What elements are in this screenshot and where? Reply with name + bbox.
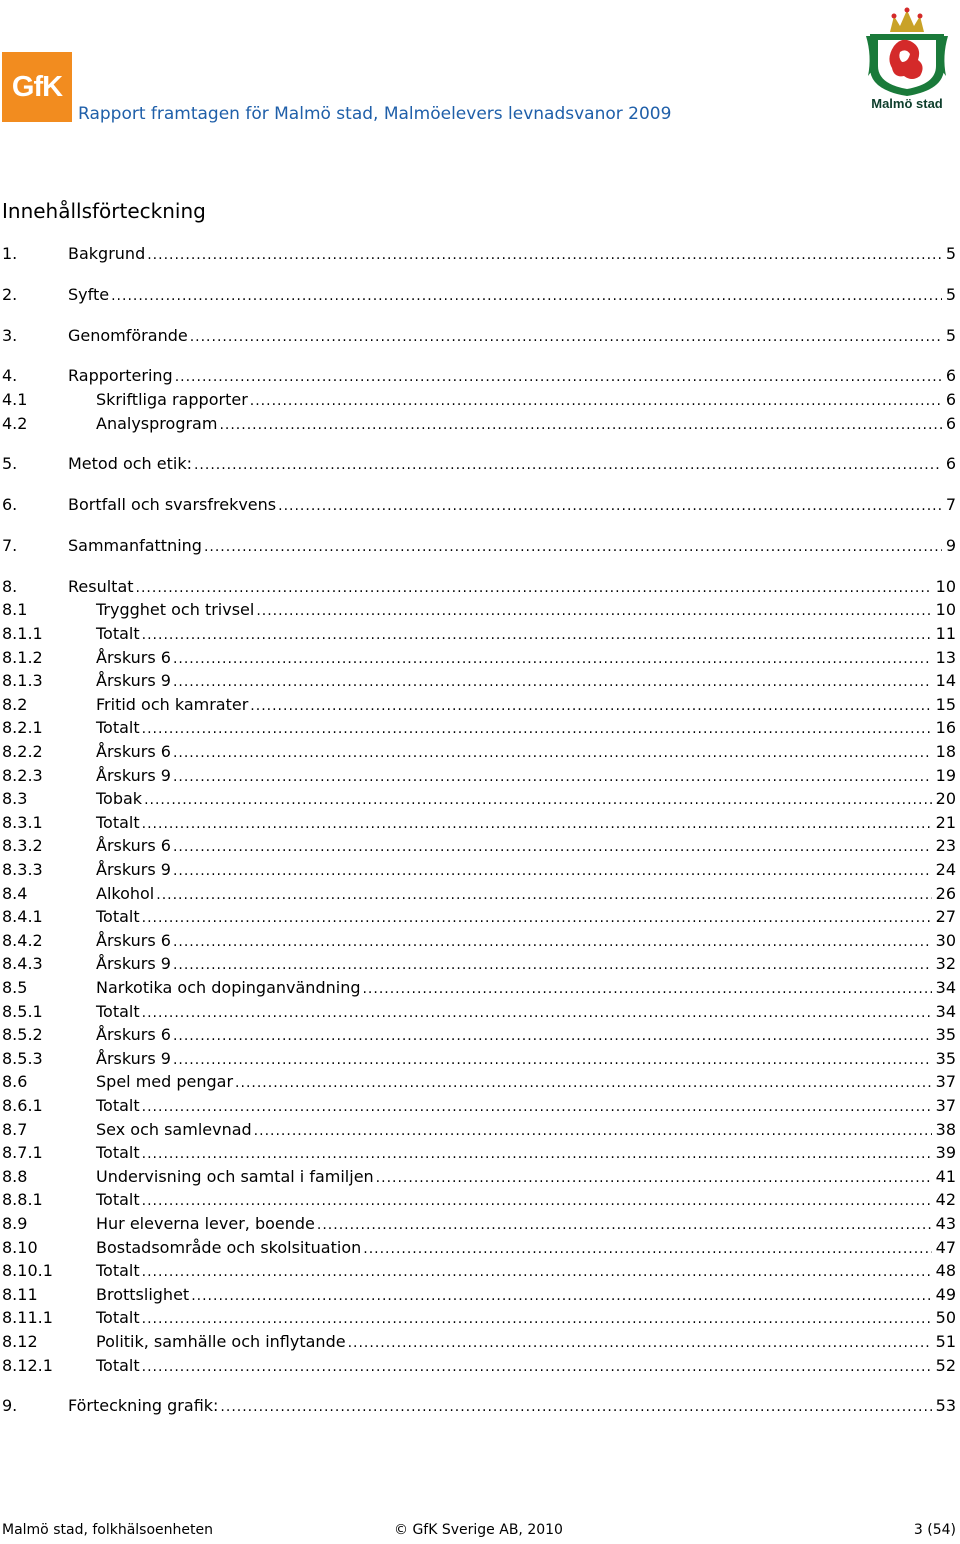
- toc-entry-title: Rapportering: [68, 366, 173, 385]
- toc-entry-number: 4.2: [2, 414, 28, 433]
- toc-entry-page: 10: [935, 577, 956, 596]
- toc-dot-leader: [144, 792, 932, 808]
- toc-entry-page: 43: [935, 1214, 956, 1233]
- toc-entry-title: Årskurs 6: [96, 836, 171, 855]
- toc-entry-page: 6: [945, 390, 956, 409]
- toc-entry-number: 8.1.3: [2, 671, 43, 690]
- toc-entry-page: 10: [935, 600, 956, 619]
- toc-entry-title: Resultat: [68, 577, 134, 596]
- toc-dot-leader: [250, 698, 931, 714]
- toc-entry[interactable]: [2, 695, 956, 717]
- toc-dot-leader: [147, 247, 942, 263]
- toc-entry-page: 38: [935, 1120, 956, 1139]
- toc-entry-page: 21: [935, 813, 956, 832]
- malmo-stad-logo-text: Malmö stad: [871, 96, 943, 111]
- toc-entry-page: 11: [935, 624, 956, 643]
- toc-dot-leader: [256, 603, 931, 619]
- toc-entry-page: 24: [935, 860, 956, 879]
- toc-entry-page: 51: [935, 1332, 956, 1351]
- toc-dot-leader: [136, 580, 932, 596]
- toc-entry-title: Politik, samhälle och inflytande: [96, 1332, 346, 1351]
- toc-entry-number: 2.: [2, 285, 18, 304]
- toc-dot-leader: [194, 457, 942, 473]
- toc-entry-number: 8.5.1: [2, 1002, 43, 1021]
- toc-entry-number: 8.3: [2, 789, 28, 808]
- toc-entry-title: Årskurs 9: [96, 671, 171, 690]
- toc-dot-leader: [219, 417, 941, 433]
- toc-entry[interactable]: [2, 1096, 956, 1118]
- toc-entry-number: 8.12: [2, 1332, 38, 1351]
- toc-entry-page: 26: [935, 884, 956, 903]
- toc-entry-title: Totalt: [96, 1190, 140, 1209]
- toc-entry-number: 8.4: [2, 884, 28, 903]
- toc-entry-number: 8.7: [2, 1120, 28, 1139]
- toc-entry-number: 8.5.2: [2, 1025, 43, 1044]
- toc-entry-title: Bakgrund: [68, 244, 146, 263]
- toc-entry[interactable]: [2, 766, 956, 788]
- footer-page-number: 3 (54): [913, 1522, 956, 1538]
- toc-entry-page: 37: [935, 1072, 956, 1091]
- toc-entry[interactable]: [2, 326, 956, 348]
- city-crest-icon: [864, 6, 950, 98]
- toc-entry[interactable]: [2, 414, 956, 436]
- toc-entry[interactable]: [2, 390, 956, 412]
- toc-entry[interactable]: [2, 718, 956, 740]
- toc-dot-leader: [190, 329, 942, 345]
- toc-entry-number: 8.11: [2, 1285, 38, 1304]
- toc-entry-title: Totalt: [96, 1308, 140, 1327]
- toc-entry-page: 39: [935, 1143, 956, 1162]
- toc-entry-page: 6: [945, 366, 956, 385]
- toc-entry-title: Bortfall och svarsfrekvens: [68, 495, 277, 514]
- toc-entry-number: 8.1: [2, 600, 28, 619]
- toc-entry-title: Genomförande: [68, 326, 188, 345]
- page-footer: [2, 1522, 956, 1542]
- toc-entry[interactable]: [2, 1190, 956, 1212]
- toc-entry-title: Narkotika och dopinganvändning: [96, 978, 361, 997]
- toc-entry[interactable]: [2, 1167, 956, 1189]
- toc-entry-page: 7: [945, 495, 956, 514]
- toc-entry-number: 6.: [2, 495, 18, 514]
- toc-entry-page: 47: [935, 1238, 956, 1257]
- toc-entry-number: 3.: [2, 326, 18, 345]
- toc-dot-leader: [173, 863, 932, 879]
- toc-entry[interactable]: [2, 244, 956, 266]
- toc-dot-leader: [250, 393, 942, 409]
- toc-entry-page: 53: [935, 1396, 956, 1415]
- toc-entry-number: 8.6: [2, 1072, 28, 1091]
- toc-entry-number: 8.2.3: [2, 766, 43, 785]
- toc-entry-title: Spel med pengar: [96, 1072, 234, 1091]
- toc-entry-number: 8.10.1: [2, 1261, 53, 1280]
- toc-entry[interactable]: [2, 978, 956, 1000]
- toc-entry[interactable]: [2, 1356, 956, 1378]
- toc-entry-number: 8.9: [2, 1214, 28, 1233]
- toc-dot-leader: [204, 539, 942, 555]
- toc-entry-page: 6: [945, 414, 956, 433]
- toc-dot-leader: [142, 627, 932, 643]
- toc-entry-page: 19: [935, 766, 956, 785]
- toc-dot-leader: [173, 934, 932, 950]
- toc-dot-leader: [235, 1075, 932, 1091]
- toc-dot-leader: [173, 1052, 932, 1068]
- toc-entry-number: 8.2.1: [2, 718, 43, 737]
- toc-dot-leader: [376, 1170, 932, 1186]
- toc-entry[interactable]: [2, 495, 956, 517]
- toc-entry-title: Årskurs 6: [96, 1025, 171, 1044]
- toc-entry[interactable]: [2, 671, 956, 693]
- toc-dot-leader: [173, 674, 932, 690]
- toc-entry-number: 8.8: [2, 1167, 28, 1186]
- toc-dot-leader: [111, 288, 942, 304]
- toc-entry-title: Skriftliga rapporter: [96, 390, 248, 409]
- toc-entry-title: Totalt: [96, 1143, 140, 1162]
- toc-entry-title: Förteckning grafik:: [68, 1396, 219, 1415]
- toc-dot-leader: [142, 910, 932, 926]
- toc-entry-number: 8.: [2, 577, 18, 596]
- toc-entry-page: 34: [935, 978, 956, 997]
- toc-entry-page: 20: [935, 789, 956, 808]
- toc-dot-leader: [317, 1217, 932, 1233]
- toc-entry-title: Årskurs 6: [96, 648, 171, 667]
- toc-dot-leader: [142, 1193, 932, 1209]
- toc-entry-title: Årskurs 9: [96, 954, 171, 973]
- toc-entry[interactable]: [2, 860, 956, 882]
- footer-copyright: © GfK Sverige AB, 2010: [394, 1522, 563, 1538]
- toc-entry-page: 5: [945, 244, 956, 263]
- toc-entry-title: Brottslighet: [96, 1285, 190, 1304]
- toc-entry-page: 23: [935, 836, 956, 855]
- toc-entry[interactable]: [2, 1332, 956, 1354]
- toc-entry-title: Syfte: [68, 285, 110, 304]
- toc-entry-title: Sammanfattning: [68, 536, 202, 555]
- toc-entry[interactable]: [2, 366, 956, 388]
- toc-entry-number: 5.: [2, 454, 18, 473]
- toc-entry-number: 8.3.3: [2, 860, 43, 879]
- toc-entry-number: 8.5: [2, 978, 28, 997]
- toc-entry[interactable]: [2, 536, 956, 558]
- toc-entry-title: Totalt: [96, 1261, 140, 1280]
- toc-entry[interactable]: [2, 836, 956, 858]
- toc-entry[interactable]: [2, 1025, 956, 1047]
- toc-entry-page: 52: [935, 1356, 956, 1375]
- toc-entry-page: 5: [945, 326, 956, 345]
- toc-entry[interactable]: [2, 931, 956, 953]
- toc-entry[interactable]: [2, 1285, 956, 1307]
- toc-entry[interactable]: [2, 577, 956, 599]
- toc-entry-page: 35: [935, 1025, 956, 1044]
- toc-entry-page: 30: [935, 931, 956, 950]
- toc-entry-page: 42: [935, 1190, 956, 1209]
- toc-dot-leader: [142, 1264, 932, 1280]
- toc-entry-number: 8.8.1: [2, 1190, 43, 1209]
- malmo-stad-logo: [864, 6, 950, 118]
- toc-entry[interactable]: [2, 813, 956, 835]
- toc-entry-number: 4.1: [2, 390, 28, 409]
- toc-entry[interactable]: [2, 600, 956, 622]
- toc-entry[interactable]: [2, 1308, 956, 1330]
- toc-entry-page: 14: [935, 671, 956, 690]
- toc-entry-page: 5: [945, 285, 956, 304]
- toc-heading: Innehållsförteckning: [2, 199, 206, 223]
- toc-entry-number: 8.4.2: [2, 931, 43, 950]
- toc-entry-number: 8.6.1: [2, 1096, 43, 1115]
- toc-entry[interactable]: [2, 1002, 956, 1024]
- toc-entry-number: 8.1.2: [2, 648, 43, 667]
- toc-entry-title: Totalt: [96, 813, 140, 832]
- toc-entry-title: Bostadsområde och skolsituation: [96, 1238, 362, 1257]
- toc-dot-leader: [278, 498, 942, 514]
- toc-entry-number: 9.: [2, 1396, 18, 1415]
- toc-entry[interactable]: [2, 907, 956, 929]
- toc-entry-title: Sex och samlevnad: [96, 1120, 252, 1139]
- toc-dot-leader: [142, 1099, 932, 1115]
- toc-dot-leader: [156, 887, 931, 903]
- toc-entry-title: Alkohol: [96, 884, 155, 903]
- toc-entry[interactable]: [2, 1261, 956, 1283]
- toc-entry-title: Totalt: [96, 1356, 140, 1375]
- toc-dot-leader: [142, 1005, 932, 1021]
- toc-entry[interactable]: [2, 789, 956, 811]
- toc-entry-title: Årskurs 9: [96, 1049, 171, 1068]
- toc-dot-leader: [220, 1399, 931, 1415]
- toc-entry[interactable]: [2, 884, 956, 906]
- toc-entry-page: 35: [935, 1049, 956, 1068]
- toc-entry[interactable]: [2, 285, 956, 307]
- toc-dot-leader: [175, 369, 942, 385]
- toc-entry-number: 4.: [2, 366, 18, 385]
- toc-entry-number: 8.3.1: [2, 813, 43, 832]
- report-header-title: Rapport framtagen för Malmö stad, Malmöelevers levnadsvanor 2009: [78, 104, 672, 124]
- toc-entry-title: Totalt: [96, 1002, 140, 1021]
- toc-entry-number: 8.5.3: [2, 1049, 43, 1068]
- toc-entry[interactable]: [2, 1072, 956, 1094]
- toc-entry-page: 41: [935, 1167, 956, 1186]
- toc-entry-number: 8.12.1: [2, 1356, 53, 1375]
- footer-organization: Malmö stad, folkhälsoenheten: [2, 1522, 213, 1538]
- toc-entry-page: 13: [935, 648, 956, 667]
- toc-dot-leader: [191, 1288, 931, 1304]
- toc-dot-leader: [363, 1241, 931, 1257]
- toc-dot-leader: [142, 1311, 932, 1327]
- toc-entry-title: Analysprogram: [96, 414, 218, 433]
- toc-entry-title: Tobak: [96, 789, 143, 808]
- toc-entry-number: 7.: [2, 536, 18, 555]
- gfk-logo: [2, 52, 72, 122]
- toc-dot-leader: [254, 1123, 932, 1139]
- toc-entry[interactable]: [2, 954, 956, 976]
- toc-entry[interactable]: [2, 1214, 956, 1236]
- toc-entry-page: 48: [935, 1261, 956, 1280]
- toc-entry-page: 32: [935, 954, 956, 973]
- toc-entry-title: Trygghet och trivsel: [96, 600, 255, 619]
- toc-entry-title: Årskurs 6: [96, 931, 171, 950]
- toc-dot-leader: [348, 1335, 932, 1351]
- toc-entry-number: 1.: [2, 244, 18, 263]
- toc-entry-number: 8.10: [2, 1238, 38, 1257]
- toc-entry-title: Undervisning och samtal i familjen: [96, 1167, 374, 1186]
- toc-dot-leader: [142, 1359, 932, 1375]
- toc-dot-leader: [142, 1146, 932, 1162]
- toc-entry-title: Fritid och kamrater: [96, 695, 249, 714]
- toc-entry[interactable]: [2, 454, 956, 476]
- toc-entry-number: 8.4.1: [2, 907, 43, 926]
- toc-entry-number: 8.1.1: [2, 624, 43, 643]
- toc-entry-page: 49: [935, 1285, 956, 1304]
- toc-entry-number: 8.11.1: [2, 1308, 53, 1327]
- toc-entry-number: 8.4.3: [2, 954, 43, 973]
- toc-entry-page: 50: [935, 1308, 956, 1327]
- toc-entry-page: 16: [935, 718, 956, 737]
- toc-entry[interactable]: [2, 1396, 956, 1418]
- toc-dot-leader: [173, 957, 932, 973]
- toc-entry[interactable]: [2, 742, 956, 764]
- toc-entry[interactable]: [2, 1238, 956, 1260]
- toc-dot-leader: [173, 769, 932, 785]
- toc-entry-title: Årskurs 9: [96, 766, 171, 785]
- toc-entry-title: Metod och etik:: [68, 454, 192, 473]
- toc-dot-leader: [173, 745, 932, 761]
- toc-dot-leader: [142, 721, 932, 737]
- gfk-logo-text: GfK: [11, 70, 63, 103]
- toc-entry-title: Totalt: [96, 1096, 140, 1115]
- toc-entry-page: 15: [935, 695, 956, 714]
- toc-dot-leader: [142, 816, 932, 832]
- toc-dot-leader: [173, 839, 932, 855]
- toc-entry-page: 34: [935, 1002, 956, 1021]
- toc-dot-leader: [362, 981, 931, 997]
- toc-entry[interactable]: [2, 1143, 956, 1165]
- toc-entry-page: 18: [935, 742, 956, 761]
- toc-entry-number: 8.2: [2, 695, 28, 714]
- toc-entry-title: Årskurs 9: [96, 860, 171, 879]
- toc-entry-title: Hur eleverna lever, boende: [96, 1214, 315, 1233]
- toc-entry-number: 8.2.2: [2, 742, 43, 761]
- toc-entry[interactable]: [2, 648, 956, 670]
- toc-entry-page: 9: [945, 536, 956, 555]
- toc-entry-number: 8.7.1: [2, 1143, 43, 1162]
- toc-entry-number: 8.3.2: [2, 836, 43, 855]
- toc-entry[interactable]: [2, 1120, 956, 1142]
- toc-entry[interactable]: [2, 1049, 956, 1071]
- toc-entry-page: 6: [945, 454, 956, 473]
- toc-dot-leader: [173, 1028, 932, 1044]
- toc-entry-title: Totalt: [96, 907, 140, 926]
- toc-entry-page: 27: [935, 907, 956, 926]
- toc-entry-title: Totalt: [96, 624, 140, 643]
- toc-entry-page: 37: [935, 1096, 956, 1115]
- toc-entry-title: Årskurs 6: [96, 742, 171, 761]
- toc-entry[interactable]: [2, 624, 956, 646]
- toc-dot-leader: [173, 651, 932, 667]
- toc-entry-title: Totalt: [96, 718, 140, 737]
